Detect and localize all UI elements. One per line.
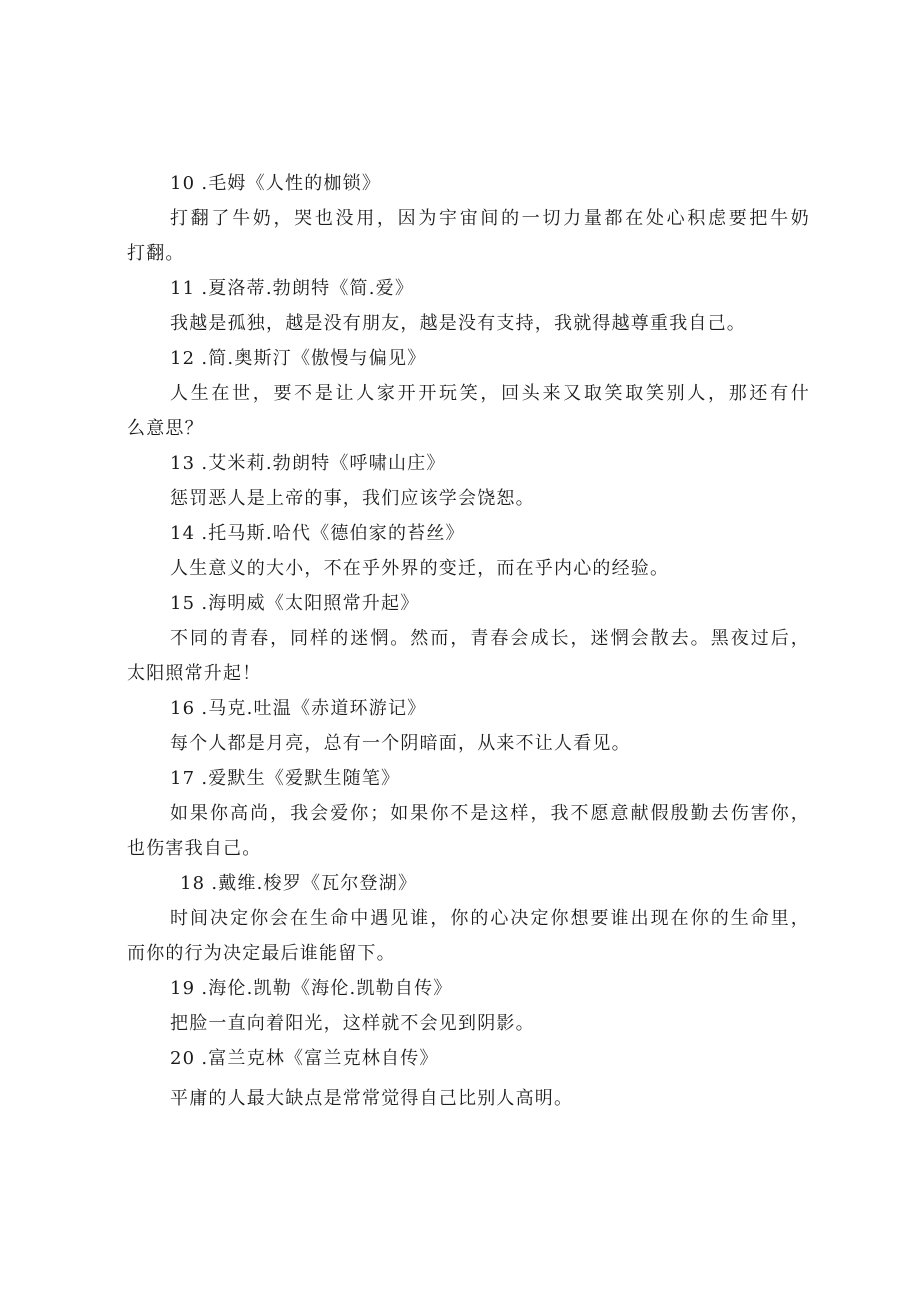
entry-number: 15 xyxy=(170,593,196,614)
entry-heading xyxy=(170,446,810,482)
entry-number: 16 xyxy=(170,698,196,719)
entry-quote: 人生意义的大小，不在乎外界的变迁，而在乎内心的经验。 xyxy=(170,558,670,579)
entry-number: 13 xyxy=(170,453,196,474)
entry-quote-continued: 也伤害我自己。 xyxy=(127,838,262,859)
entry-number: 19 xyxy=(170,978,196,999)
entry-number: 14 xyxy=(170,523,196,544)
entry-heading xyxy=(170,586,810,622)
entry-title: .海明威《太阳照常升起》 xyxy=(201,593,420,614)
entry-heading xyxy=(170,516,810,552)
entry-heading xyxy=(170,341,810,377)
entry-title: .富兰克林《富兰克林自传》 xyxy=(201,1048,439,1069)
entry-title: .托马斯.哈代《德伯家的苔丝》 xyxy=(201,523,465,544)
entry-number: 11 xyxy=(170,278,196,299)
entry-number: 12 xyxy=(170,348,196,369)
entry-number: 20 xyxy=(170,1048,196,1069)
entry-quote-continued: 而你的行为决定最后谁能留下。 xyxy=(127,943,396,964)
entry-quote-continued: 打翻。 xyxy=(127,243,185,264)
entry-quote: 时间决定你会在生命中遇见谁，你的心决定你想要谁出现在你的生命里， xyxy=(170,908,810,929)
entry-quote: 如果你高尚，我会爱你；如果你不是这样，我不愿意献假殷勤去伤害你， xyxy=(170,803,810,824)
entry-quote: 人生在世，要不是让人家开开玩笑，回头来又取笑取笑别人，那还有什 xyxy=(170,383,810,404)
entry-heading xyxy=(180,866,820,902)
entry-title: .海伦.凯勒《海伦.凯勒自传》 xyxy=(201,978,453,999)
entry-title: .夏洛蒂.勃朗特《简.爱》 xyxy=(201,278,415,299)
entry-title: .马克.吐温《赤道环游记》 xyxy=(201,698,427,719)
entry-quote: 惩罚恶人是上帝的事，我们应该学会饶恕。 xyxy=(170,488,535,509)
entry-quote: 平庸的人最大缺点是常常觉得自己比别人高明。 xyxy=(170,1088,574,1109)
entry-heading xyxy=(170,761,810,797)
entry-title: .艾米莉.勃朗特《呼啸山庄》 xyxy=(201,453,446,474)
entry-quote: 每个人都是月亮，总有一个阴暗面，从来不让人看见。 xyxy=(170,733,631,754)
entry-title: .简.奥斯汀《傲慢与偏见》 xyxy=(201,348,427,369)
entry-quote-continued: 么意思？ xyxy=(127,418,204,439)
entry-quote: 我越是孤独，越是没有朋友，越是没有支持，我就得越尊重我自己。 xyxy=(170,313,746,334)
entry-number: 18 xyxy=(180,873,206,894)
entry-heading xyxy=(170,691,810,727)
entry-heading xyxy=(170,971,810,1007)
entry-title: .毛姆《人性的枷锁》 xyxy=(201,173,382,194)
entry-title: .爱默生《爱默生随笔》 xyxy=(201,768,401,789)
entry-quote-continued: 太阳照常升起！ xyxy=(127,663,262,684)
entry-quote: 打翻了牛奶，哭也没用，因为宇宙间的一切力量都在处心积虑要把牛奶 xyxy=(170,208,810,229)
entry-heading xyxy=(170,271,810,307)
entry-number: 17 xyxy=(170,768,196,789)
entry-quote: 不同的青春，同样的迷惘。然而，青春会成长，迷惘会散去。黑夜过后， xyxy=(170,628,810,649)
entry-quote: 把脸一直向着阳光，这样就不会见到阴影。 xyxy=(170,1013,535,1034)
entry-heading xyxy=(170,166,810,202)
entry-title: .戴维.梭罗《瓦尔登湖》 xyxy=(211,873,418,894)
entry-number: 10 xyxy=(170,173,196,194)
entry-heading xyxy=(170,1041,810,1077)
